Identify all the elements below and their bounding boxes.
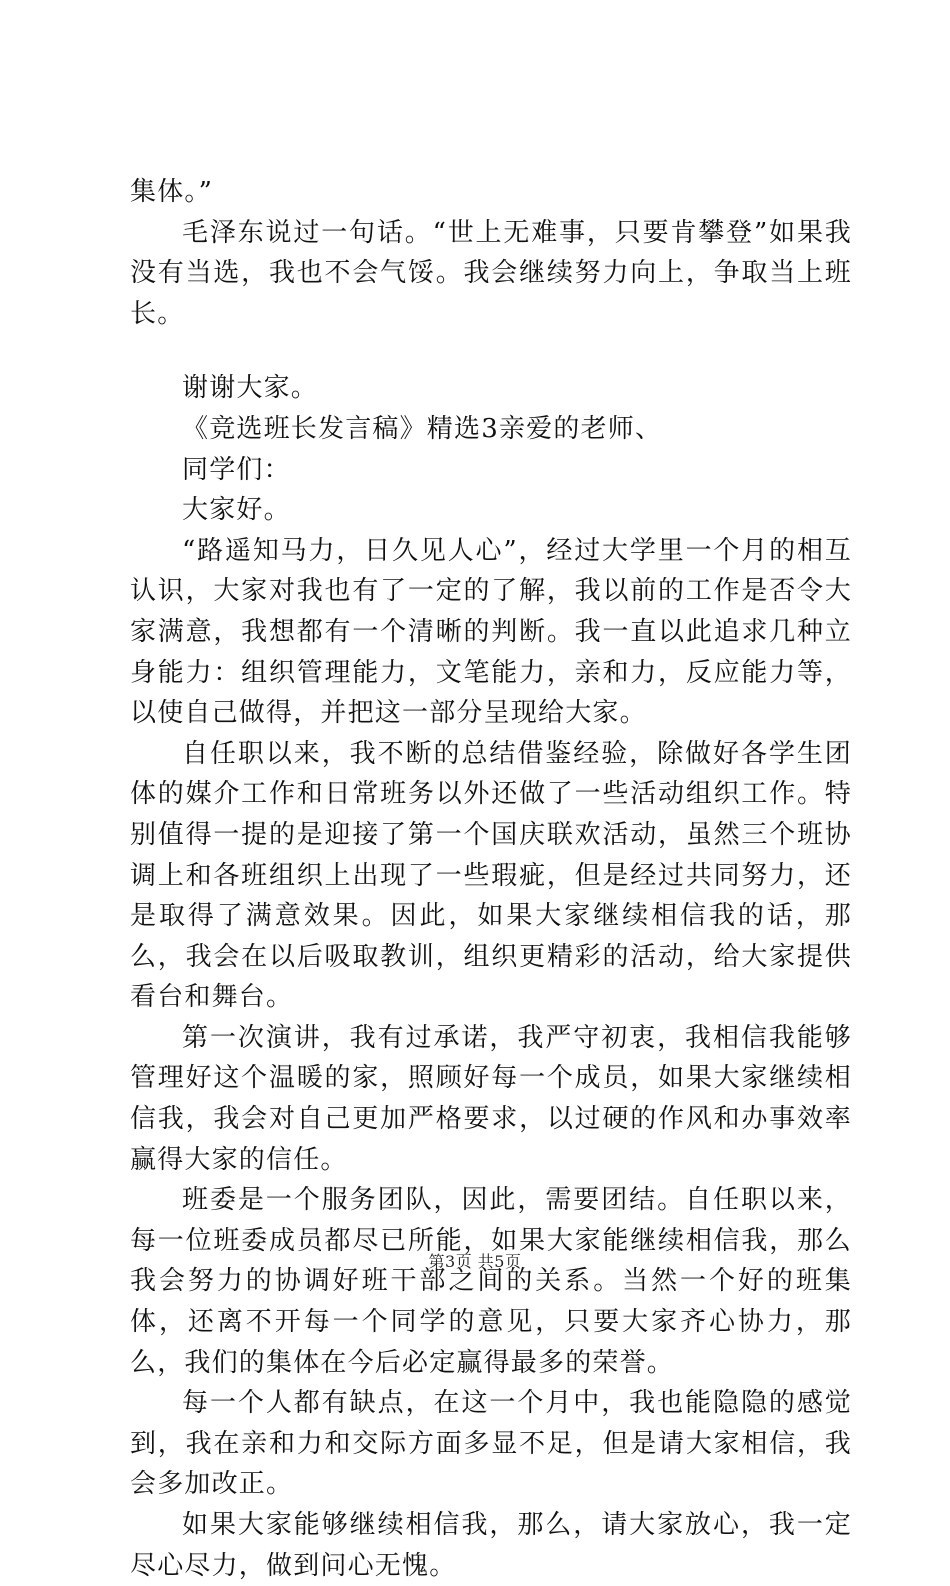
paragraph-4: 《竞选班长发言稿》精选3亲爱的老师、 <box>182 413 663 444</box>
paragraph-11: 每一个人都有缺点，在这一个月中，我也能隐隐的感觉到，我在亲和力和交际方面多显不足，但是请大家相信，我会多加改正。 <box>130 1388 852 1500</box>
paragraph-3: 谢谢大家。 <box>182 373 319 404</box>
paragraph-1: 集体。” <box>130 177 214 207</box>
paragraph-12: 如果大家能够继续相信我，那么，请大家放心，我一定尽心尽力，做到问心无愧。 <box>130 1510 852 1581</box>
paragraph-6: 大家好。 <box>182 495 291 526</box>
paragraph-2: 毛泽东说过一句话。“世上无难事，只要肯攀登”如果我没有当选，我也不会气馁。我会继续努力向上，争取当上班长。 <box>130 217 852 329</box>
paragraph-5: 同学们： <box>182 454 291 485</box>
document-body <box>130 172 852 1586</box>
paragraph-9: 第一次演讲，我有过承诺，我严守初衷，我相信我能够管理好这个温暖的家，照顾好每一个成员，如果大家继续相信我，我会对自己更加严格要求，以过硬的作风和办事效率赢得大家的信任。 <box>130 1022 852 1175</box>
paragraph-7: “路遥知马力，日久见人心”，经过大学里一个月的相互认识，大家对我也有了一定的了解，我以前的工作是否令大家满意，我想都有一个清晰的判断。我一直以此追求几种立身能力：组织管理能力，文笔能力，亲和力，反应能力等，以使自己做得，并把这一部分呈现给大家。 <box>130 535 852 729</box>
paragraph-8: 自任职以来，我不断的总结借鉴经验，除做好各学生团体的媒介工作和日常班务以外还做了一些活动组织工作。特别值得一提的是迎接了第一个国庆联欢活动，虽然三个班协调上和各班组织上出现了一些瑕疵，但是经过共同努力，还是取得了满意效果。因此，如果大家继续相信我的话，那么，我会在以后吸取教训，组织更精彩的活动，给大家提供看台和舞台。 <box>130 738 852 1013</box>
page-number-footer: 第3页 共5页 <box>428 1252 522 1271</box>
paragraph-10: 班委是一个服务团队，因此，需要团结。自任职以来，每一位班委成员都尽已所能，如果大家能继续相信我，那么我会努力的协调好班干部之间的关系。当然一个好的班集体，还离不开每一个同学的意见，只要大家齐心协力，那么，我们的集体在今后必定赢得最多的荣誉。 <box>130 1185 852 1378</box>
